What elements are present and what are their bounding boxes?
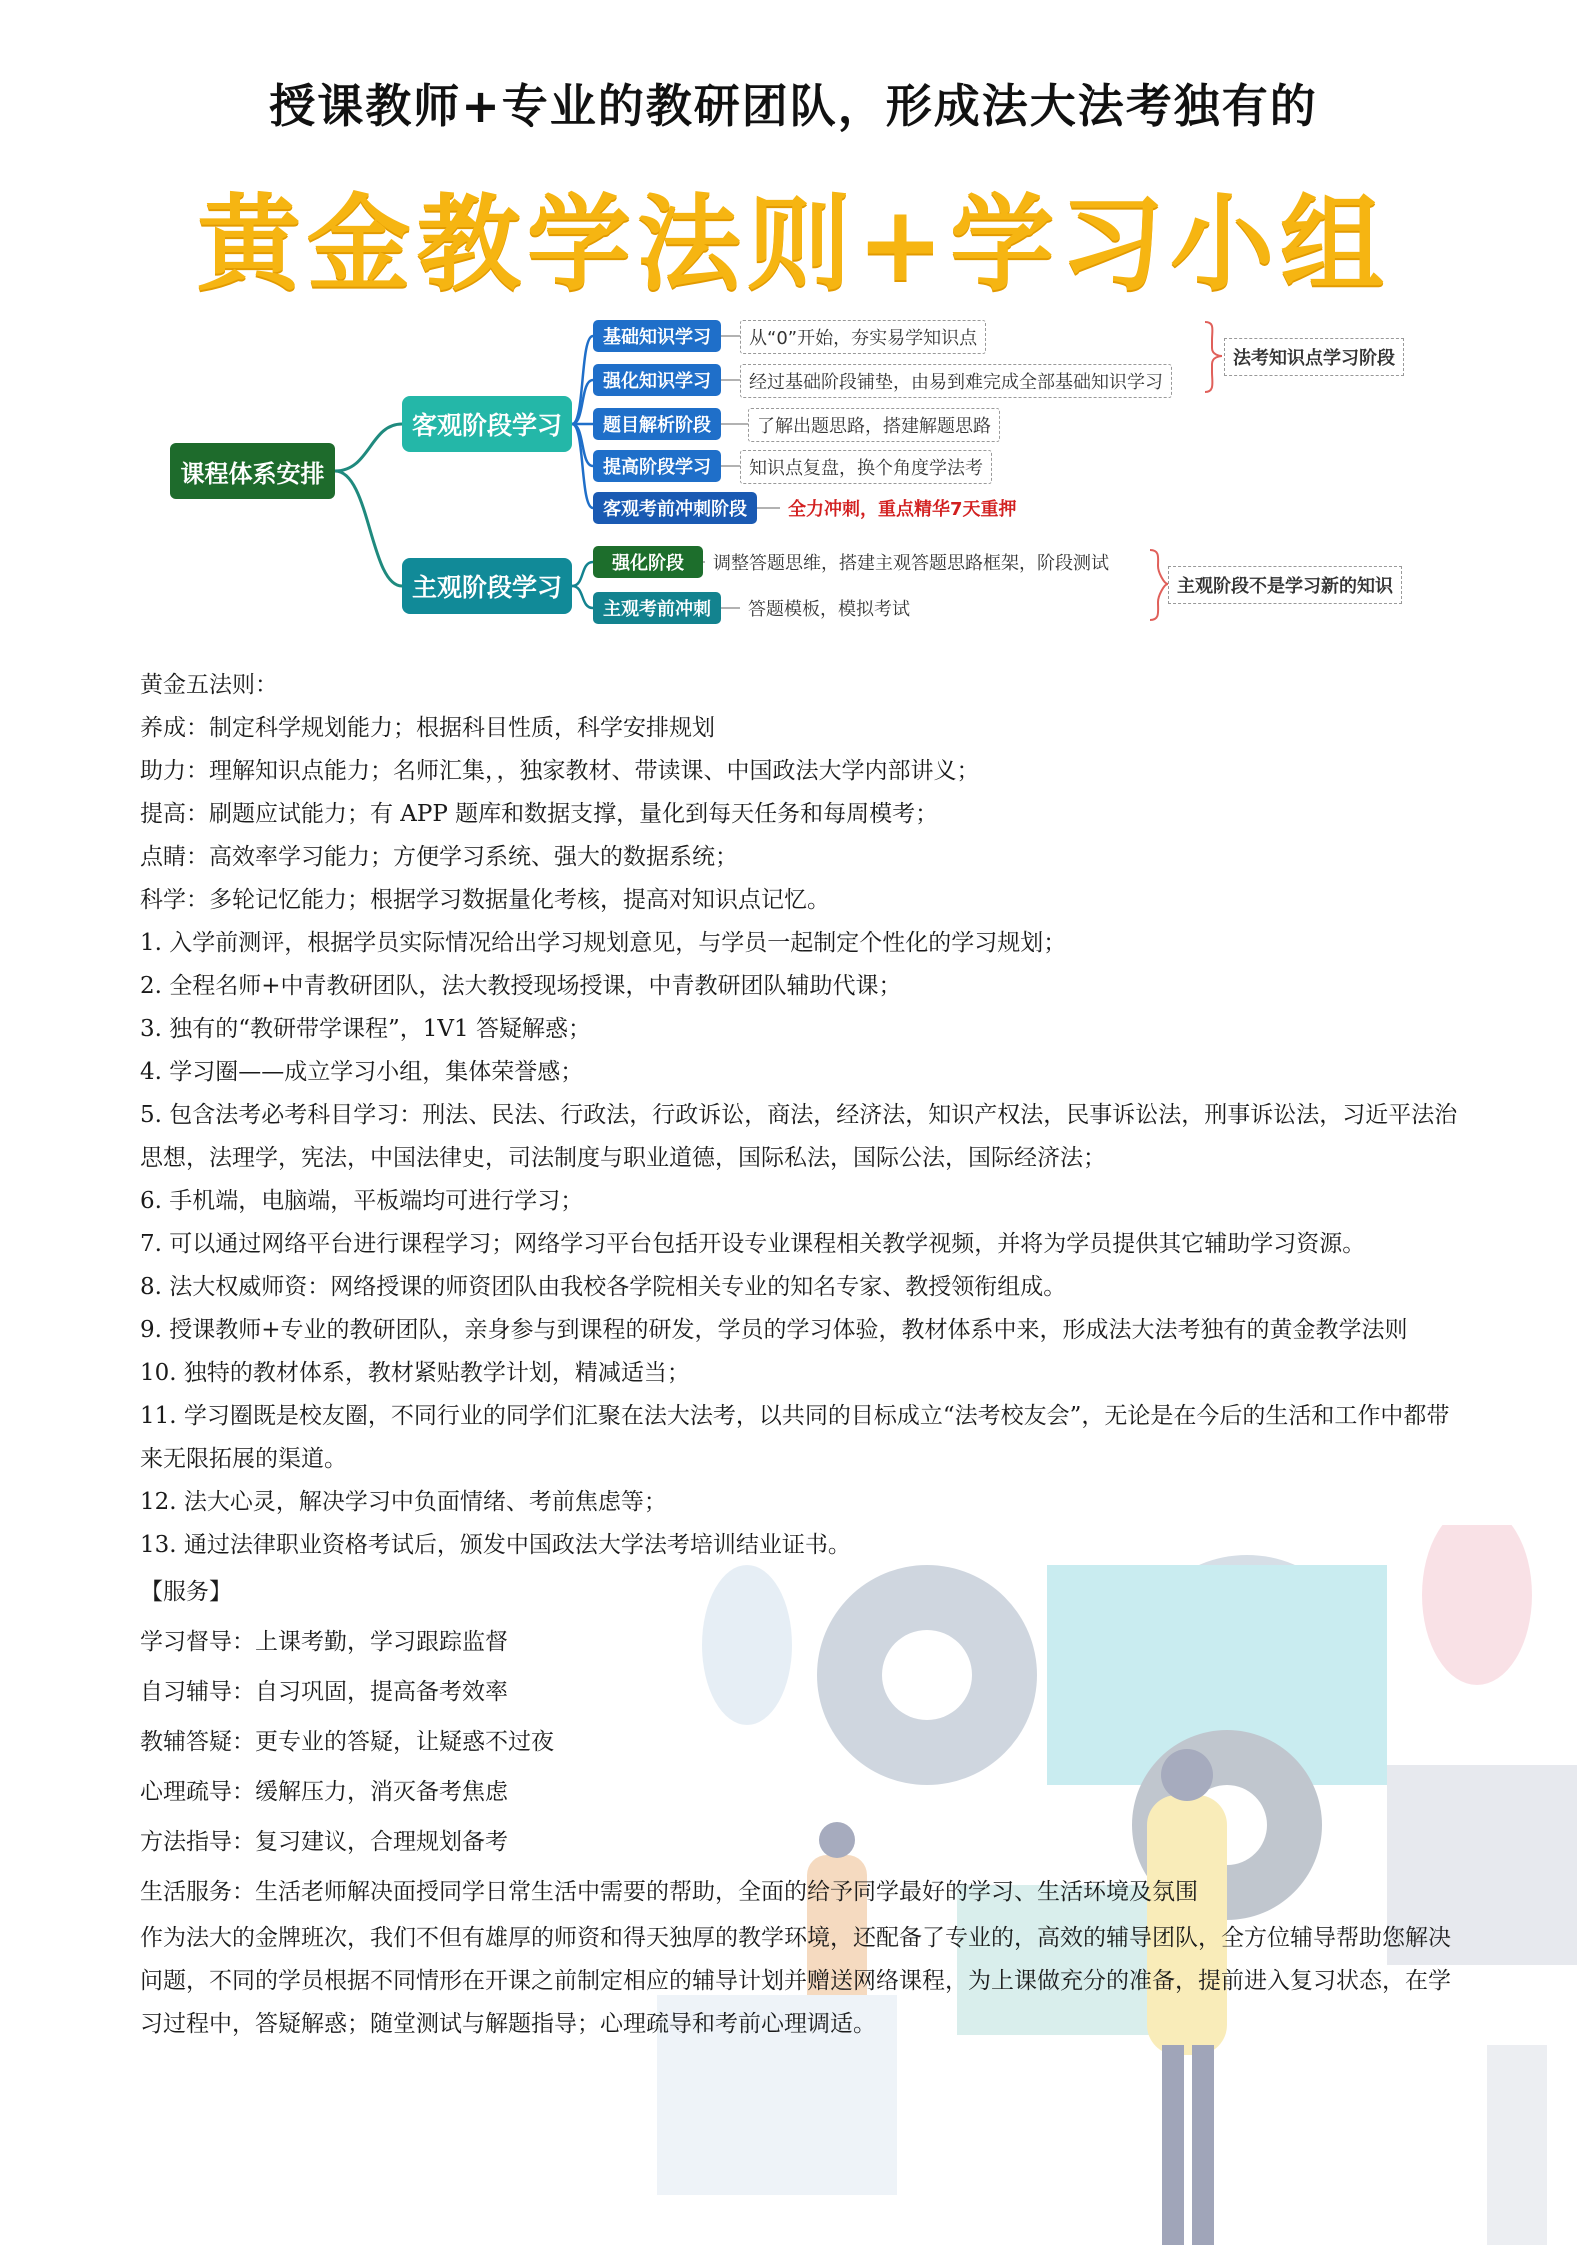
stage-subjective-sprint: 主观考前冲刺 xyxy=(593,592,721,624)
course-mindmap xyxy=(0,300,1587,630)
numbered-item: 3. 独有的“教研带学课程”，1V1 答疑解惑； xyxy=(140,1016,591,1042)
service-item: 自习辅导：自习巩固，提高备考效率 xyxy=(140,1679,508,1705)
golden-rule-item: 养成：制定科学规划能力；根据科目性质，科学安排规划 xyxy=(140,715,715,741)
numbered-item: 9. 授课教师+专业的教研团队，亲身参与到课程的研发，学员的学习体验，教材体系中来，形成法大法考独有的黄金教学法则 xyxy=(140,1317,1408,1343)
golden-rule-item: 点睛：高效率学习能力；方便学习系统、强大的数据系统； xyxy=(140,844,738,870)
services-title: 【服务】 xyxy=(140,1579,232,1605)
numbered-item: 1. 入学前测评，根据学员实际情况给出学习规划意见，与学员一起制定个性化的学习规划； xyxy=(140,930,1067,956)
numbered-item: 5. 包含法考必考科目学习：刑法、民法、行政法，行政诉讼，商法，经济法，知识产权法，民事诉讼法，刑事诉讼法，习近平法治思想，法理学，宪法，中国法律史，司法制度与职业道德，国际私法，国际公法，国际经济法； xyxy=(140,1102,1458,1171)
mindmap-root: 课程体系安排 xyxy=(170,443,335,499)
stage-improvement: 提高阶段学习 xyxy=(593,450,721,482)
stage-objective-sprint: 客观考前冲刺阶段 xyxy=(593,492,757,524)
stage-question-analysis-desc: 了解出题思路，搭建解题思路 xyxy=(748,408,1000,442)
numbered-item: 2. 全程名师+中青教研团队，法大教授现场授课，中青教研团队辅助代课； xyxy=(140,973,902,999)
objective-stage-category: 客观阶段学习 xyxy=(402,396,572,452)
numbered-item: 4. 学习圈——成立学习小组，集体荣誉感； xyxy=(140,1059,584,1085)
numbered-item: 12. 法大心灵，解决学习中负面情绪、考前焦虑等； xyxy=(140,1489,667,1515)
numbered-item: 10. 独特的教材体系，教材紧贴教学计划，精减适当； xyxy=(140,1360,690,1386)
service-item: 方法指导：复习建议，合理规划备考 xyxy=(140,1829,508,1855)
stage-strengthen: 强化阶段 xyxy=(593,546,703,578)
numbered-item: 13. 通过法律职业资格考试后，颁发中国政法大学法考培训结业证书。 xyxy=(140,1532,851,1558)
stage-strengthen-knowledge: 强化知识学习 xyxy=(593,364,721,396)
stage-basic: 基础知识学习 xyxy=(593,320,721,352)
numbered-item: 7. 可以通过网络平台进行课程学习；网络学习平台包括开设专业课程相关教学视频，并将为学员提供其它辅助学习资源。 xyxy=(140,1231,1366,1257)
objective-note: 法考知识点学习阶段 xyxy=(1224,338,1404,376)
stage-basic-desc: 从“0”开始，夯实易学知识点 xyxy=(740,320,986,354)
numbered-item: 11. 学习圈既是校友圈，不同行业的同学们汇聚在法大法考，以共同的目标成立“法考校友会”，无论是在今后的生活和工作中都带来无限拓展的渠道。 xyxy=(140,1403,1450,1472)
golden-rule-item: 助力：理解知识点能力；名师汇集，，独家教材、带读课、中国政法大学内部讲义； xyxy=(140,758,980,784)
services-closing-paragraph: 作为法大的金牌班次，我们不但有雄厚的师资和得天独厚的教学环境，还配备了专业的，高效的辅导团队，全方位辅导帮助您解决问题，不同的学员根据不同情形在开课之前制定相应的辅导计划并赠送网络课程，为上课做充分的准备，提前进入复习状态，在学习过程中，答疑解惑；随堂测试与解题指导；心理疏导和考前心理调适。 xyxy=(140,1925,1451,2037)
subjective-note: 主观阶段不是学习新的知识 xyxy=(1168,566,1402,604)
golden-rule-item: 提高：刷题应试能力；有 APP 题库和数据支撑，量化到每天任务和每周模考； xyxy=(140,801,939,827)
service-item: 生活服务：生活老师解决面授同学日常生活中需要的帮助，全面的给予同学最好的学习、生活环境及氛围 xyxy=(140,1879,1198,1905)
service-item: 教辅答疑：更专业的答疑，让疑惑不过夜 xyxy=(140,1729,554,1755)
stage-improvement-desc: 知识点复盘，换个角度学法考 xyxy=(740,450,992,484)
stage-strengthen-knowledge-desc: 经过基础阶段铺垫，由易到难完成全部基础知识学习 xyxy=(740,364,1172,398)
golden-rules-title: 黄金五法则： xyxy=(140,672,278,698)
stage-objective-sprint-desc: 全力冲刺，重点精华7天重押 xyxy=(788,499,1017,520)
page-title: 黄金教学法则+学习小组 xyxy=(196,183,1391,305)
stage-question-analysis: 题目解析阶段 xyxy=(593,408,721,440)
service-item: 心理疏导：缓解压力，消灭备考焦虑 xyxy=(140,1779,508,1805)
numbered-item: 6. 手机端，电脑端，平板端均可进行学习； xyxy=(140,1188,584,1214)
service-item: 学习督导：上课考勤，学习跟踪监督 xyxy=(140,1629,508,1655)
subjective-stage-category: 主观阶段学习 xyxy=(402,558,572,614)
golden-rule-item: 科学：多轮记忆能力；根据学习数据量化考核，提高对知识点记忆。 xyxy=(140,887,830,913)
content-body xyxy=(140,664,1460,2046)
page-subtitle: 授课教师+专业的教研团队，形成法大法考独有的 xyxy=(269,79,1318,133)
stage-subjective-sprint-desc: 答题模板，模拟考试 xyxy=(748,599,910,620)
numbered-item: 8. 法大权威师资：网络授课的师资团队由我校各学院相关专业的知名专家、教授领衔组成。 xyxy=(140,1274,1067,1300)
stage-strengthen-desc: 调整答题思维，搭建主观答题思路框架，阶段测试 xyxy=(713,553,1109,574)
